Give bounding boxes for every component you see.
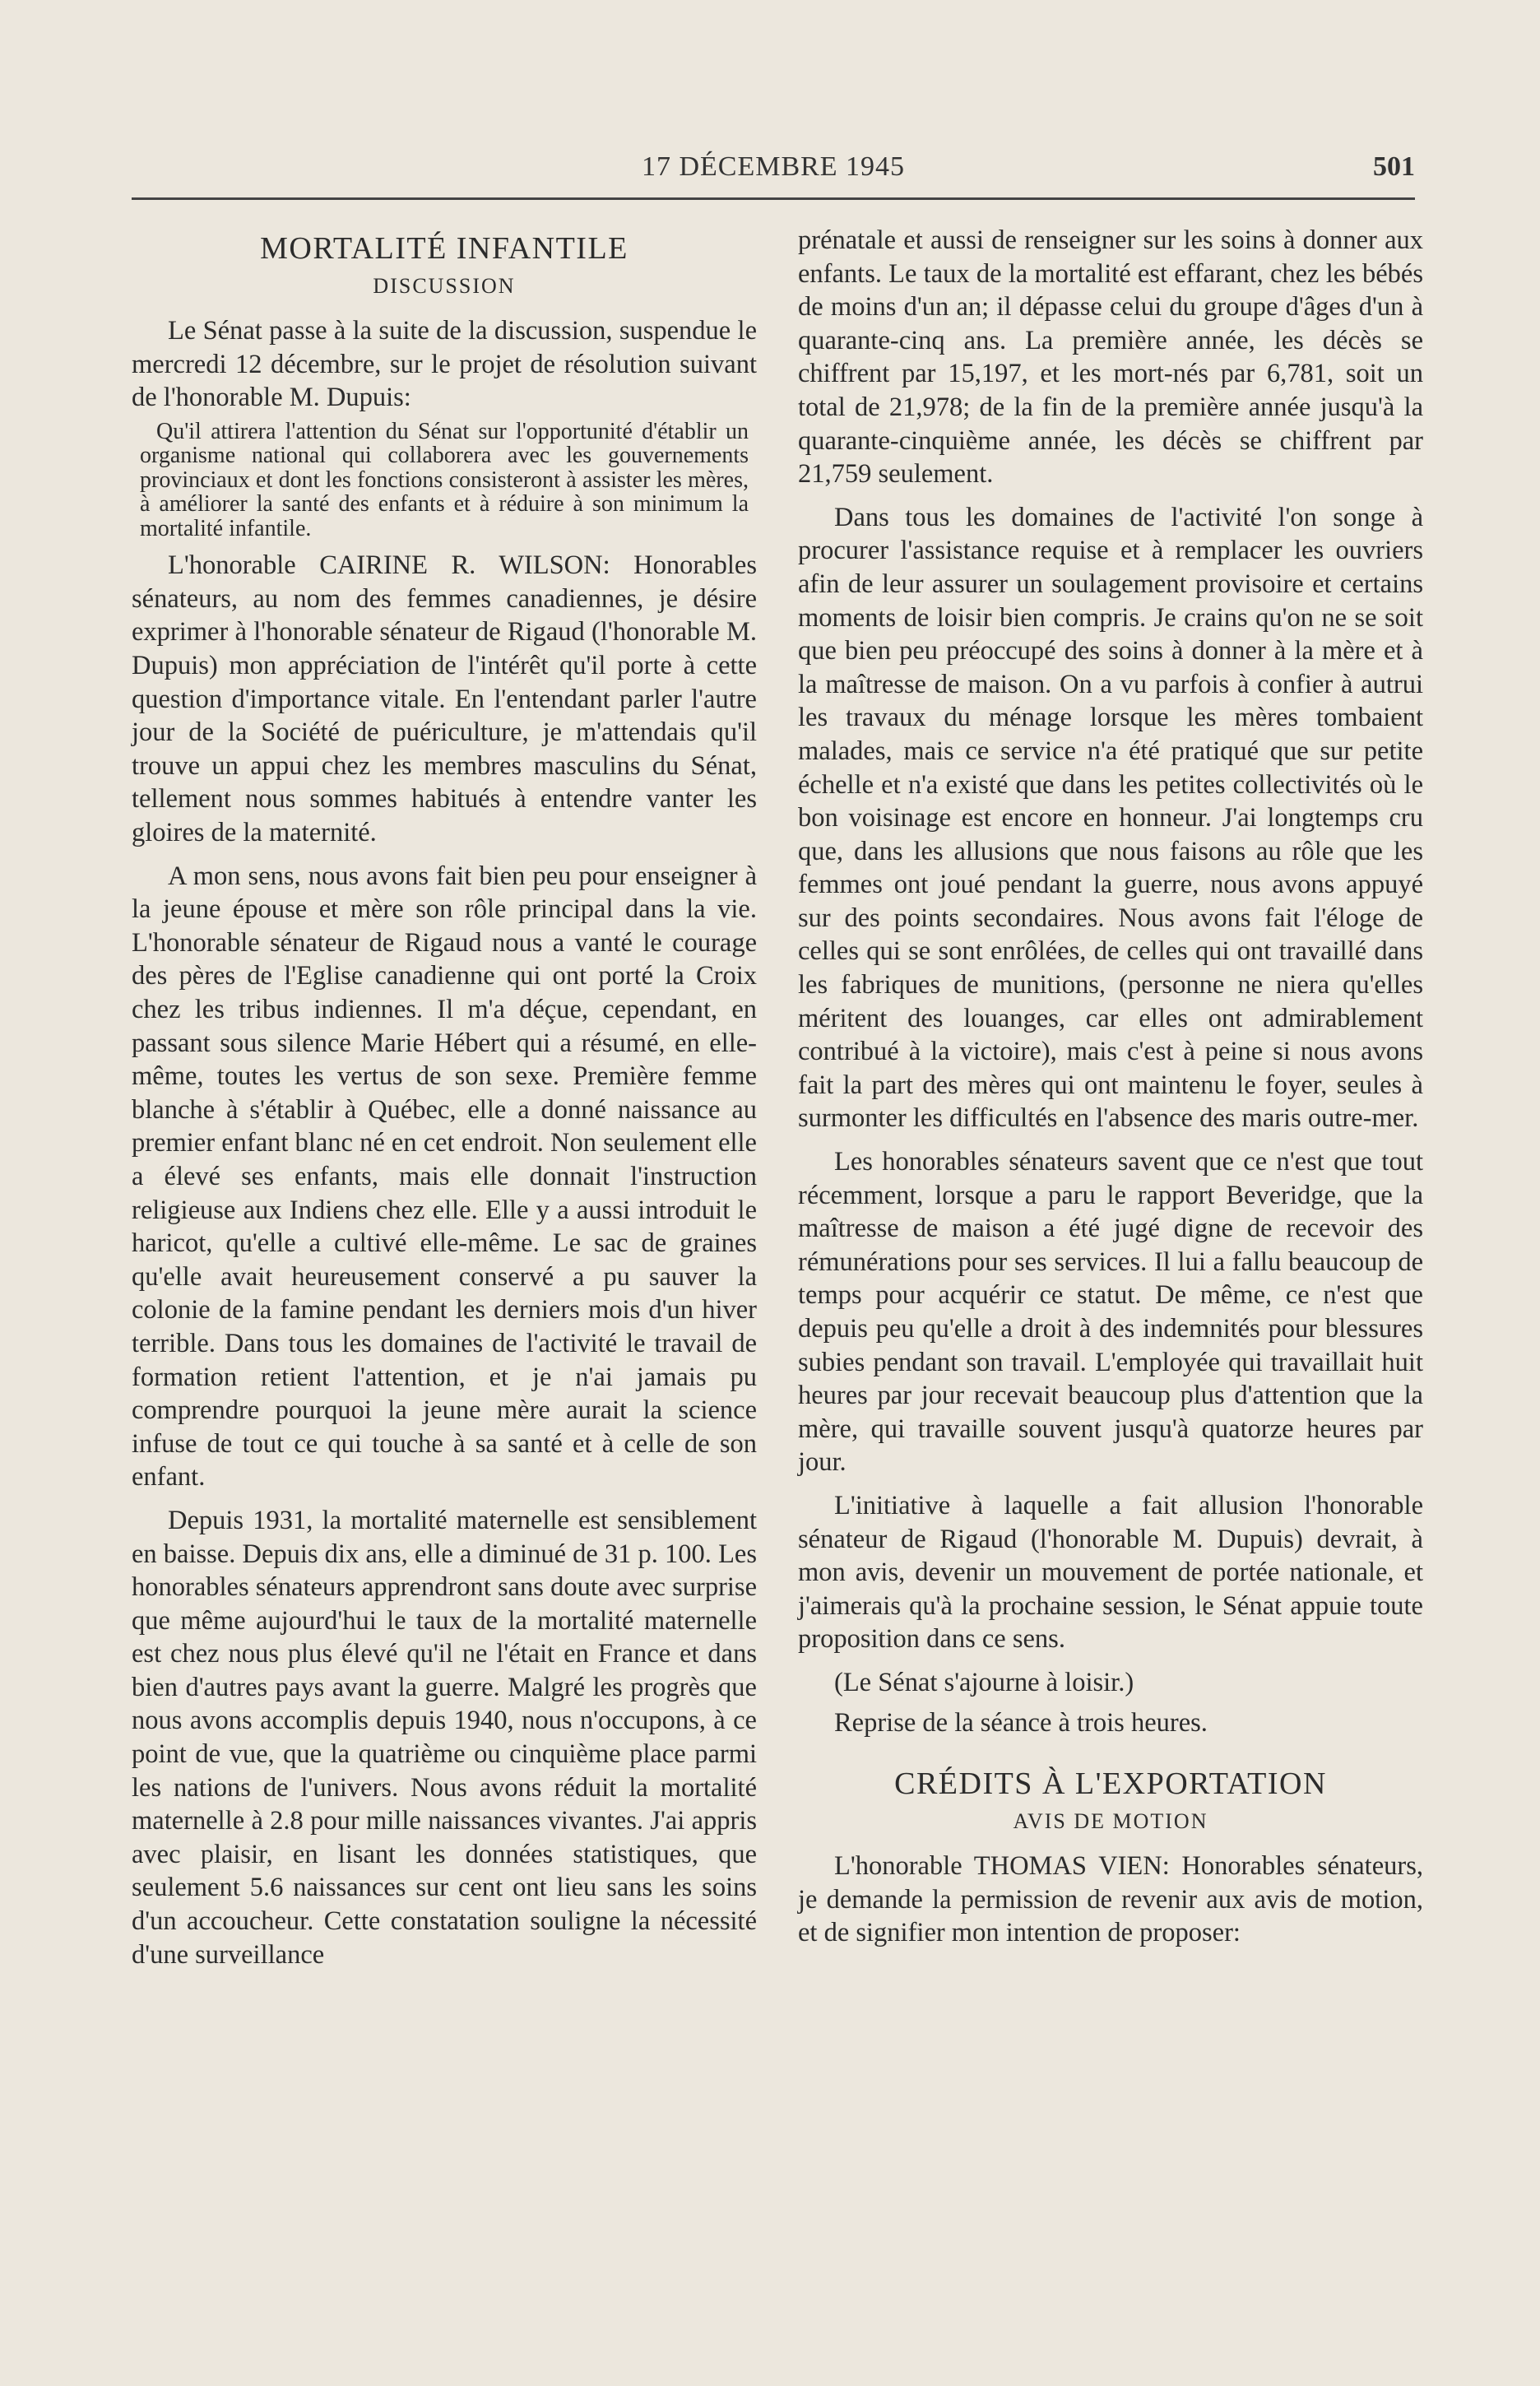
paragraph: L'honorable CAIRINE R. WILSON: Honorables sénateurs, au nom des femmes canadiennes, je désire exprimer à l'honorable sénateur de Rigaud (l'honorable M. Dupuis) mon appréciation de l'intérêt qu'il porte à cette question d'importance vitale. En l'entendant parler l'autre jour de la Société de puériculture, je m'attendais qu'il trouve un appui chez les membres masculins du Sénat, tellement nous sommes habitués à entendre vanter les gloires de la maternité. <box>132 550 757 848</box>
paragraph: Reprise de la séance à trois heures. <box>834 1707 1208 1738</box>
header-rule <box>132 197 1415 200</box>
section-title-mortalite: MORTALITÉ INFANTILE <box>260 231 629 266</box>
header-date: 17 DÉCEMBRE 1945 <box>641 151 906 182</box>
spacer <box>798 1479 1423 1489</box>
section-subtitle-avis: AVIS DE MOTION <box>1013 1809 1208 1834</box>
paragraph: Les honorables sénateurs savent que ce n'est que tout récemment, lorsque a paru le rapport Beveridge, que la maîtresse de maison a été jugé digne de recevoir des rémunérations pour ses services. Il lui a fallu beaucoup de temps pour acquérir ce statut. De même, ce n'est que depuis peu qu'elle a droit à des indemnités pour blessures subies pendant son travail. L'employée qui travaillait huit heures par jour recevait beaucoup plus d'attention que la mère, qui travaille souvent jusqu'à quatorze heures par jour. <box>798 1147 1423 1478</box>
spacer <box>132 850 757 860</box>
left-column <box>132 224 757 1971</box>
resolution-quote: Qu'il attirera l'attention du Sénat sur l'opportunité d'établir un organisme national qui collaborera avec les gouvernements provinciaux et dont les fonctions consisteront à assister les mères, à améliorer la santé des enfants et à réduire à son minimum la mortalité infantile. <box>140 418 749 541</box>
paragraph: prénatale et aussi de renseigner sur les soins à donner aux enfants. Le taux de la mortalité est effarant, chez les bébés de moins d'un an; il dépasse celui du groupe d'âges d'un à quarante-cinq ans. La première année, les décès se chiffrent par 15,197, et les mort-nés par 6,781, soit un total de 21,978; de la fin de la première année jusqu'à la quarante-cinquième année, les décès se chiffrent par 21,759 seulement. <box>798 225 1423 490</box>
section-subtitle-discussion: DISCUSSION <box>373 274 516 298</box>
paragraph: Le Sénat passe à la suite de la discussion, suspendue le mercredi 12 décembre, sur le projet de résolution suivant de l'honorable M. Dupuis: <box>132 316 757 413</box>
page-number: 501 <box>1373 151 1415 182</box>
section-title-credits: CRÉDITS À L'EXPORTATION <box>894 1766 1327 1802</box>
paragraph: Depuis 1931, la mortalité maternelle est sensiblement en baisse. Depuis dix ans, elle a diminué de 31 p. 100. Les honorables sénateurs apprendront sans doute avec surprise que même aujourd'hui le taux de la mortalité maternelle est chez nous plus élevé qu'il ne l'était en France et dans bien d'autres pays avant la guerre. Malgré les progrès que nous avons accomplis depuis 1940, nous n'occupons, à ce point de vue, que la quatrième ou cinquième place parmi les nations de l'univers. Nous avons réduit la mortalité maternelle à 2.8 pour mille naissances vivantes. J'ai appris avec plaisir, en lisant les données statistiques, que seulement 5.6 naissances sur cent ont lieu sans les soins d'un accoucheur. Cette constatation souligne la nécessité d'une surveillance <box>132 1505 757 1970</box>
spacer <box>798 1700 1423 1706</box>
paragraph: Dans tous les domaines de l'activité l'on songe à procurer l'assistance requise et à remplacer les ouvriers afin de leur assurer un soulagement provisoire et certains moments de loisir bien compris. Je crains qu'on ne se soit que bien peu préoccupé des soins à donner à la mère et à la maîtresse de maison. On a vu parfois à confier à autrui les travaux du ménage lorsque les mères tombaient malades, mais ce service n'a été pratiqué que sur petite échelle et n'a existé que dans les petites collectivités où le bon voisinage est encore en honneur. J'ai longtemps cru que, dans les allusions que nous faisons au rôle que les femmes ont joué pendant la guerre, nous avons appuyé sur des points secondaires. Nous avons fait l'éloge de celles qui se sont enrôlées, de celles qui ont travaillé dans les fabriques de munitions, (personne ne niera qu'elles méritent des louanges, car elles ont admirablement contribué à la victoire), mais c'est à peine si nous avons fait la part des mères qui ont maintenu le foyer, seules à surmonter les difficultés en l'absence des maris outre-mer. <box>798 502 1423 1134</box>
paragraph: L'honorable THOMAS VIEN: Honorables sénateurs, je demande la permission de revenir aux avis de motion, et de signifier mon intention de proposer: <box>798 1851 1423 1948</box>
spacer <box>798 1656 1423 1666</box>
paragraph: A mon sens, nous avons fait bien peu pour enseigner à la jeune épouse et mère son rôle principal dans la vie. L'honorable sénateur de Rigaud nous a vanté le courage des pères de l'Eglise canadienne qui ont porté la Croix chez les tribus indiennes. Il m'a déçue, cependant, en passant sous silence Marie Hébert qui a résumé, en elle-même, toutes les vertus de son sexe. Première femme blanche à s'établir à Québec, elle a donné naissance au premier enfant blanc né en cet endroit. Non seulement elle a élevé ses enfants, mais elle donnait l'instruction religieuse aux Indiens chez elle. Elle y a aussi introduit le haricot, qu'elle a cultivé elle-même. Le sac de graines qu'elle avait heureusement conservé a pu sauver la colonie de la famine pendant les derniers mois d'un hiver terrible. Dans tous les domaines de l'activité le travail de formation retient l'attention, et je n'ai jamais pu comprendre pourquoi la jeune mère aurait la science infuse de tout ce qui touche à sa santé et à celle de son enfant. <box>132 861 757 1492</box>
right-column <box>798 224 1423 1950</box>
spacer <box>798 491 1423 501</box>
paragraph: (Le Sénat s'ajourne à loisir.) <box>834 1667 1134 1697</box>
page-header <box>132 151 1415 191</box>
paragraph: L'initiative à laquelle a fait allusion l'honorable sénateur de Rigaud (l'honorable M. Dupuis) devrait, à mon avis, devenir un mouvement de portée nationale, et j'aimerais qu'à la prochaine session, le Sénat appuie toute proposition dans ce sens. <box>798 1490 1423 1655</box>
spacer <box>132 1494 757 1504</box>
spacer <box>798 1135 1423 1145</box>
